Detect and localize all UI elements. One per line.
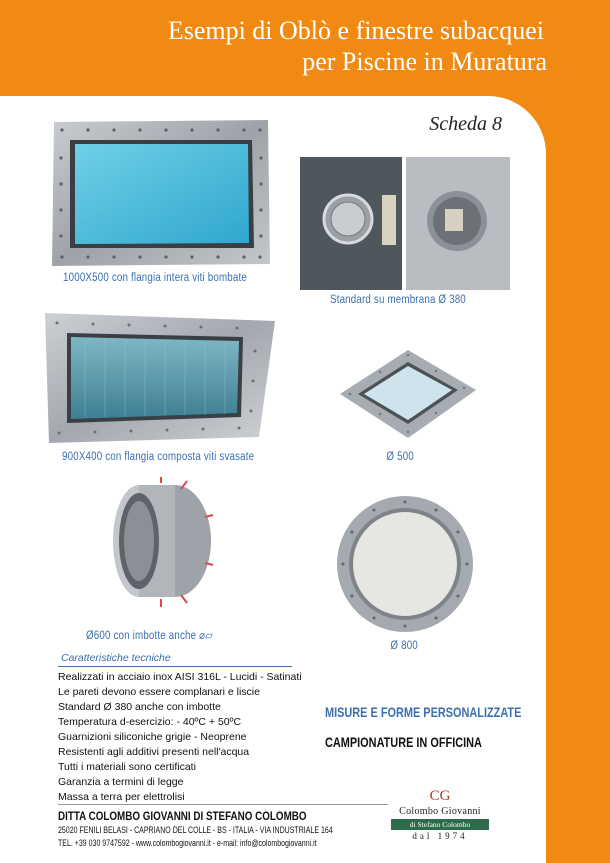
spec-item: Massa a terra per elettrolisi <box>58 791 185 803</box>
company-logo <box>385 783 495 848</box>
company-name: DITTA COLOMBO GIOVANNI DI STEFANO COLOMBO <box>58 809 307 823</box>
specs-list <box>58 670 302 805</box>
sheet-label: Scheda 8 <box>429 113 502 135</box>
svg-text:CG: CG <box>429 788 451 804</box>
porthole-800-image <box>335 494 475 634</box>
porthole-membrane-image <box>300 157 510 290</box>
page-title-line2: per Piscine in Muratura <box>302 47 547 76</box>
caption-membrane-380: Standard su membrana Ø 380 <box>330 294 466 306</box>
logo-monogram-icon <box>427 785 453 805</box>
specs-title: Caratteristiche tecniche <box>61 652 171 664</box>
logo-subtitle: di Stefano Colombo <box>391 819 489 830</box>
spec-item: Garanzia a termini di legge <box>58 776 184 788</box>
specs-divider <box>58 666 292 667</box>
page-title-line1: Esempi di Oblò e finestre subacquei <box>167 16 544 45</box>
caption-500: Ø 500 <box>386 451 414 463</box>
spec-item: Le pareti devono essere complanari e liscie <box>58 686 260 698</box>
logo-since: dal 1974 <box>412 831 468 841</box>
spec-item: Realizzati in acciaio inox AISI 316L - Lucidi - Satinati <box>58 671 302 683</box>
porthole-600-image <box>105 477 215 612</box>
logo-name: Colombo Giovanni <box>399 806 481 817</box>
spec-item: Temperatura d-esercizio: - 40ºC + 50ºC <box>58 716 242 728</box>
spec-item: Guarnizioni siliconiche grigie - Neoprene <box>58 731 247 743</box>
footer-divider <box>58 804 388 805</box>
window-1000x500-image <box>48 118 272 268</box>
company-address: 25020 FENILI BELASI - CAPRIANO DEL COLLE - BS - ITALIA - VIA INDUSTRIALE 164 <box>58 825 333 835</box>
custom-sizes-callout: MISURE E FORME PERSONALIZZATE <box>325 704 522 720</box>
caption-window-900x400: 900X400 con flangia composta viti svasate <box>62 451 255 463</box>
workshop-samples-callout: CAMPIONATURE IN OFFICINA <box>325 734 482 750</box>
spec-item: Tutti i materiali sono certificati <box>58 761 196 773</box>
spec-item: Resistenti agli additivi presenti nell'acqua <box>58 746 250 758</box>
caption-800: Ø 800 <box>390 640 418 652</box>
company-contacts: TEL. +39 030 9747592 - www.colombogiovanni.it - e-mail: info@colombogiovanni.it <box>58 838 317 848</box>
window-900x400-image <box>45 311 277 445</box>
window-500-image <box>340 350 476 438</box>
header-band <box>0 0 610 96</box>
caption-600-imbotte: Ø600 con imbotte anche ⌀⏥ <box>86 630 213 642</box>
spec-item: Standard Ø 380 anche con imbotte <box>58 701 221 713</box>
caption-window-1000x500: 1000X500 con flangia intera viti bombate <box>63 272 247 284</box>
